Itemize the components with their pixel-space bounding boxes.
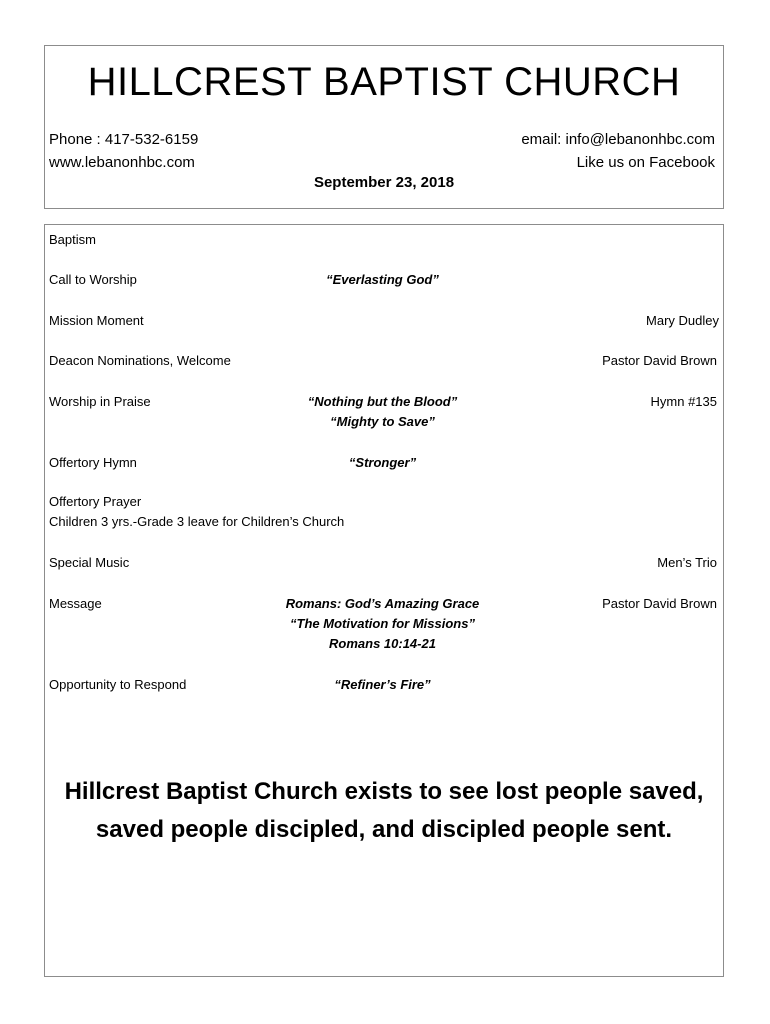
service-item-label [49, 492, 344, 532]
sermon-series: Romans: God’s Amazing Grace [285, 596, 480, 611]
service-item-label: Offertory Hymn [49, 455, 137, 470]
service-item-title [245, 270, 520, 290]
sermon-title: “The Motivation for Missions” [290, 616, 475, 631]
facebook-link[interactable]: Like us on Facebook [576, 154, 715, 171]
service-item-label: Message [49, 596, 102, 611]
service-item-label: Worship in Praise [49, 394, 151, 409]
service-item-title [245, 675, 520, 695]
service-item-leader: Pastor David Brown [602, 596, 717, 611]
mission-line: saved people discipled, and discipled people sent. [95, 816, 673, 843]
church-name: HILLCREST BAPTIST CHURCH [87, 60, 681, 104]
song-title: “Everlasting God” [326, 272, 439, 287]
mission-line: Hillcrest Baptist Church exists to see lost people saved, [64, 778, 704, 805]
service-item-label: Baptism [49, 232, 96, 247]
contact-left [49, 128, 198, 174]
mission-statement [45, 773, 723, 849]
song-title: “Nothing but the Blood” [307, 394, 458, 409]
service-item-title [245, 594, 520, 654]
service-item-title [245, 392, 520, 432]
website-link[interactable]: www.lebanonhbc.com [49, 154, 195, 171]
song-title: “Refiner’s Fire” [334, 677, 431, 692]
song-title: “Mighty to Save” [330, 414, 435, 429]
service-item-leader: Pastor David Brown [602, 353, 717, 368]
phone-number: Phone : 417-532-6159 [49, 131, 199, 148]
header-box [44, 45, 724, 209]
contact-right [521, 128, 715, 174]
service-item-label: Mission Moment [49, 313, 144, 328]
service-item-title [245, 453, 520, 473]
service-item-leader: Hymn #135 [650, 394, 717, 409]
service-item-leader: Mary Dudley [646, 313, 719, 328]
service-date: September 23, 2018 [313, 174, 455, 191]
service-item-leader: Men’s Trio [657, 555, 717, 570]
email-link[interactable]: email: info@lebanonhbc.com [521, 131, 715, 148]
song-title: “Stronger” [348, 455, 417, 470]
service-item-note: Children 3 yrs.-Grade 3 leave for Children’s Church [49, 514, 345, 529]
service-item-label: Special Music [49, 555, 130, 570]
service-item-name: Offertory Prayer [49, 494, 142, 509]
scripture-reference: Romans 10:14-21 [329, 636, 436, 651]
service-item-label: Opportunity to Respond [49, 677, 187, 692]
service-item-label: Deacon Nominations, Welcome [49, 353, 231, 368]
service-item-label: Call to Worship [49, 272, 137, 287]
order-of-service [44, 224, 724, 977]
